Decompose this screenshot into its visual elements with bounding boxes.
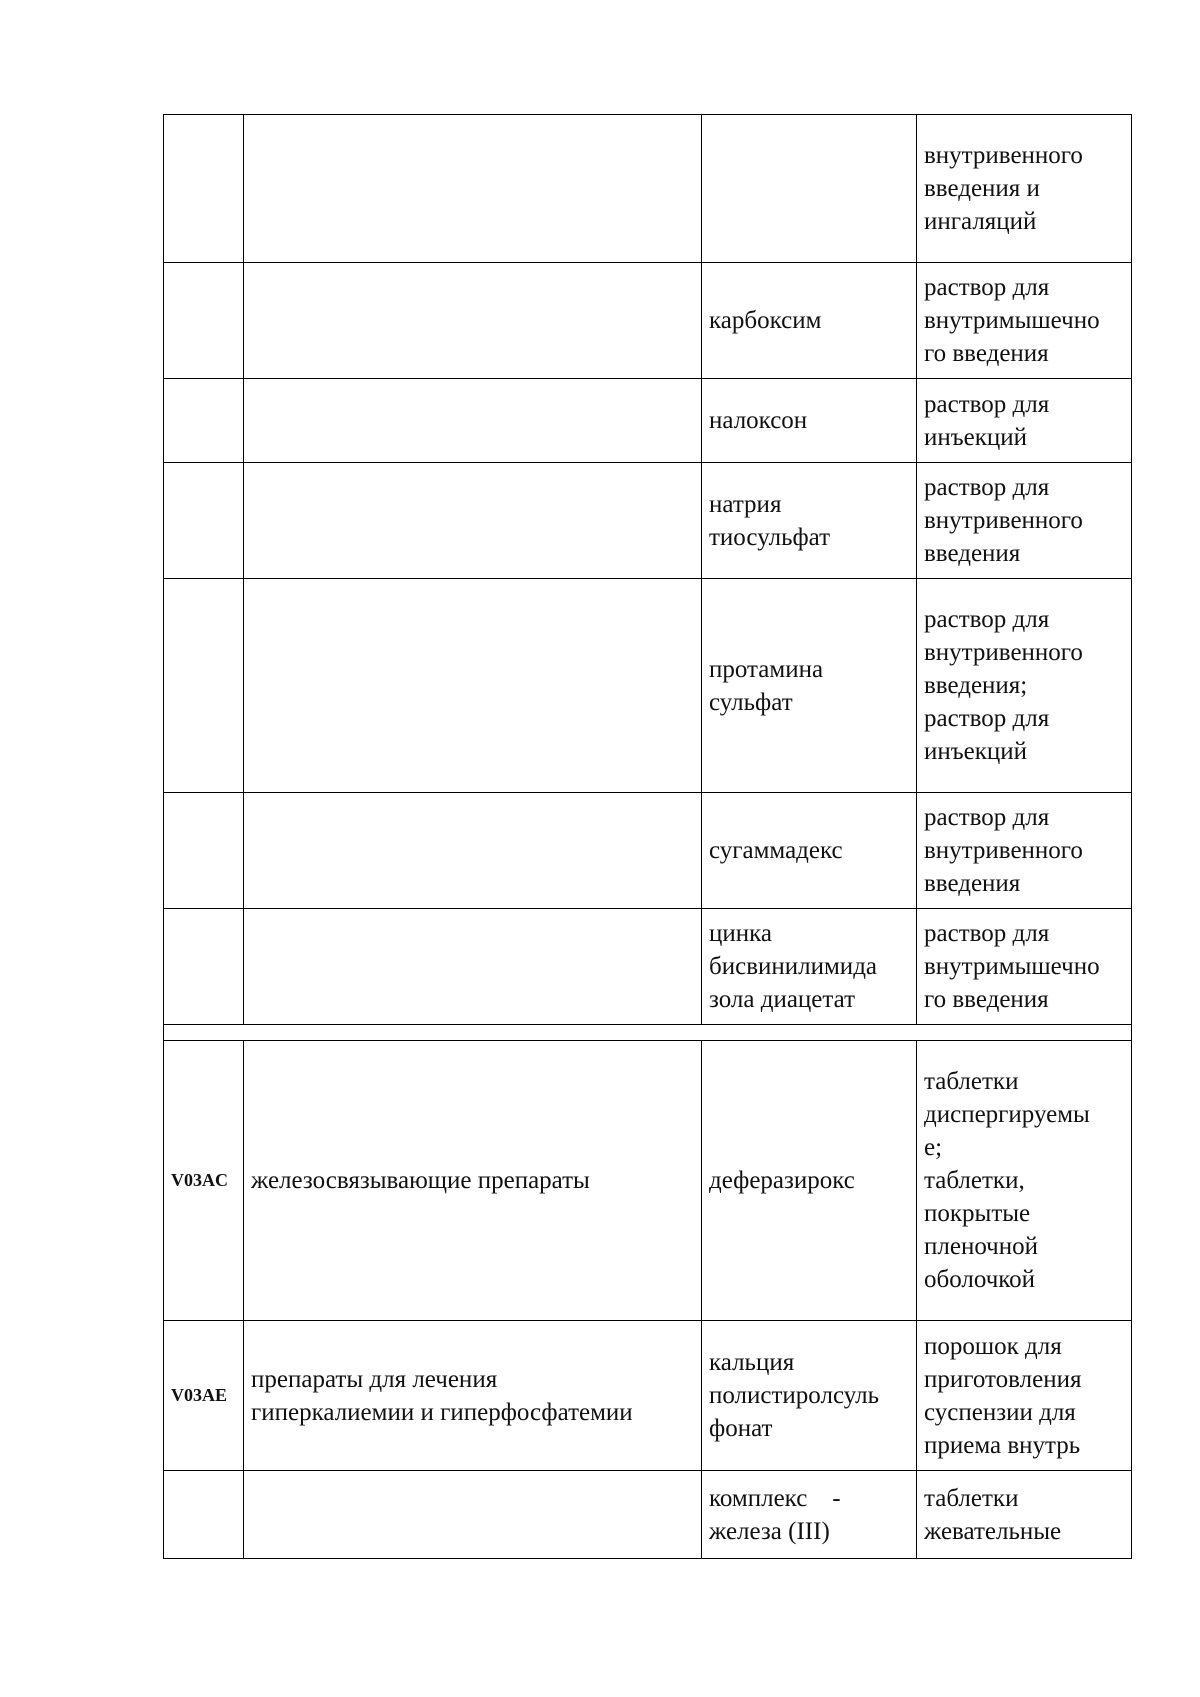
atc-code-cell (164, 793, 244, 909)
table-row (164, 909, 1132, 1025)
table-row (164, 793, 1132, 909)
drug-name-cell: кальция полистиролсуль фонат (702, 1321, 917, 1471)
table-row (164, 579, 1132, 793)
drug-name-cell: карбоксим (702, 263, 917, 379)
dosage-form-cell: раствор для внутримышечно го введения (917, 909, 1132, 1025)
drug-name-cell: протамина сульфат (702, 579, 917, 793)
drug-table (163, 114, 1132, 1559)
group-cell (244, 793, 702, 909)
drug-name-cell: сугаммадекс (702, 793, 917, 909)
group-cell: железосвязывающие препараты (244, 1041, 702, 1321)
table-row (164, 1321, 1132, 1471)
drug-name-cell (702, 115, 917, 263)
atc-code-cell (164, 463, 244, 579)
drug-name-cell: комплекс - железа (III) (702, 1471, 917, 1559)
table-row (164, 263, 1132, 379)
atc-code-cell (164, 1471, 244, 1559)
group-cell (244, 379, 702, 463)
table-row (164, 115, 1132, 263)
dosage-form-cell: раствор для внутримышечно го введения (917, 263, 1132, 379)
group-cell (244, 1471, 702, 1559)
dosage-form-cell: порошок для приготовления суспензии для приема внутрь (917, 1321, 1132, 1471)
dosage-form-cell: таблетки диспергируемы е; таблетки, покрытые пленочной оболочкой (917, 1041, 1132, 1321)
atc-code-cell: V03AC (164, 1041, 244, 1321)
group-cell (244, 909, 702, 1025)
drug-name-cell: натрия тиосульфат (702, 463, 917, 579)
dosage-form-cell: таблетки жевательные (917, 1471, 1132, 1559)
dosage-form-cell: внутривенного введения и ингаляций (917, 115, 1132, 263)
atc-code-cell (164, 115, 244, 263)
group-cell (244, 115, 702, 263)
table-separator-row (164, 1025, 1132, 1041)
drug-name-cell: цинка бисвинилимида зола диацетат (702, 909, 917, 1025)
group-cell: препараты для лечения гиперкалиемии и гиперфосфатемии (244, 1321, 702, 1471)
atc-code-cell (164, 379, 244, 463)
group-cell (244, 579, 702, 793)
atc-code-cell (164, 579, 244, 793)
table-row (164, 1471, 1132, 1559)
separator-cell (164, 1025, 1132, 1041)
group-cell (244, 263, 702, 379)
table-row (164, 1041, 1132, 1321)
drug-name-cell: деферазирокс (702, 1041, 917, 1321)
dosage-form-cell: раствор для внутривенного введения (917, 793, 1132, 909)
atc-code-cell (164, 263, 244, 379)
drug-name-cell: налоксон (702, 379, 917, 463)
group-cell (244, 463, 702, 579)
dosage-form-cell: раствор для внутривенного введения; раствор для инъекций (917, 579, 1132, 793)
atc-code-cell: V03AE (164, 1321, 244, 1471)
table-row (164, 463, 1132, 579)
atc-code-cell (164, 909, 244, 1025)
table-row (164, 379, 1132, 463)
dosage-form-cell: раствор для внутривенного введения (917, 463, 1132, 579)
dosage-form-cell: раствор для инъекций (917, 379, 1132, 463)
